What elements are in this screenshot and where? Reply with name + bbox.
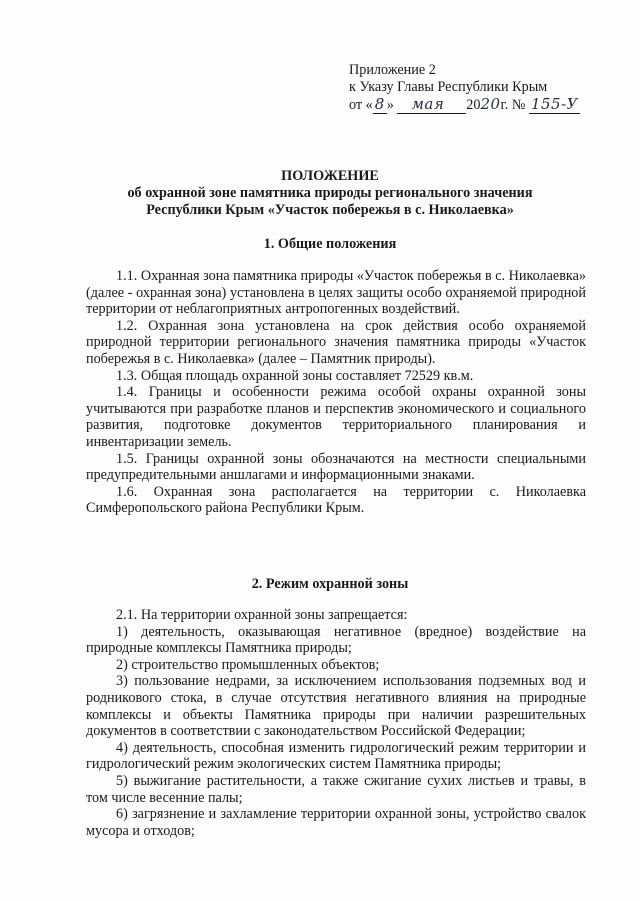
section-1-body <box>86 268 586 517</box>
list-item-4: 4) деятельность, способная изменить гидрологический режим территории и гидрологический режим экологических систем Памятника природы; <box>86 739 586 773</box>
paragraph-1-2: 1.2. Охранная зона установлена на срок действия особо охраняемой природной территории регионального значения памятника природы «Участок побережья в с. Николаевка» (далее – Памятник природы). <box>86 317 586 367</box>
handwritten-day: 8 <box>374 95 385 113</box>
handwritten-number: 155-У <box>530 95 578 113</box>
paragraph-1-6: 1.6. Охранная зона располагается на территории с. Николаевка Симферопольского района Республики Крым. <box>86 483 586 517</box>
appendix-header <box>349 62 609 114</box>
section-2-body <box>86 607 586 839</box>
list-item-2: 2) строительство промышленных объектов; <box>116 656 380 673</box>
list-item-1: 1) деятельность, оказывающая негативное (вредное) воздействие на природные комплексы Памятника природы; <box>86 623 586 657</box>
appendix-line-1: Приложение 2 <box>349 62 436 78</box>
year-label: г. № <box>500 97 526 113</box>
list-item-3: 3) пользование недрами, за исключением использования подземных вод и родникового стока, в случае отсутствия негативного влияния на природные комплексы и объекты Памятника природы при наличии разрешительных документов в соответствии с законодательством Российской Федерации; <box>86 673 586 740</box>
section-1-heading: 1. Общие положения <box>263 236 397 252</box>
paragraph-1-4: 1.4. Границы и особенности режима особой охраны охранной зоны учитываются при разработке планов и перспектив экономического и социального развития, подготовке документов территориального планирования и инвентаризации земель. <box>86 384 586 450</box>
title-line-3: Республики Крым «Участок побережья в с. Николаевка» <box>146 202 514 218</box>
paragraph-1-5: 1.5. Границы охранной зоны обозначаются на местности специальными предупредительными аншлагами и информационными знаками. <box>86 450 586 484</box>
title-line-2: об охранной зоне памятника природы регионального значения <box>127 185 533 201</box>
date-mid: » <box>386 97 394 113</box>
date-prefix: от « <box>349 97 373 113</box>
appendix-line-2: к Указу Главы Республики Крым <box>349 79 548 95</box>
appendix-date-line <box>349 96 609 114</box>
paragraph-1-1: 1.1. Охранная зона памятника природы «Участок побережья в с. Николаевка» (далее - охранная зона) установлена в целях защиты особо охраняемой природной территории от неблагоприятных антропогенных воздействий. <box>86 268 586 318</box>
paragraph-1-3: 1.3. Общая площадь охранной зоны составляет 72529 кв.м. <box>116 367 474 384</box>
handwritten-year: 20 <box>480 95 501 113</box>
list-item-6: 6) загрязнение и захламление территории охранной зоны, устройство свалок мусора и отходов; <box>86 806 586 839</box>
paragraph-2-1: 2.1. На территории охранной зоны запрещается: <box>116 607 408 623</box>
title-line-1: ПОЛОЖЕНИЕ <box>281 168 379 184</box>
document-title <box>60 168 600 219</box>
list-item-5: 5) выжигание растительности, а также сжигание сухих листьев и травы, в том числе весенние палы; <box>86 772 586 806</box>
handwritten-month: мая <box>397 95 466 114</box>
section-2-heading: 2. Режим охранной зоны <box>251 576 409 592</box>
year-prefix: 20 <box>466 97 481 113</box>
